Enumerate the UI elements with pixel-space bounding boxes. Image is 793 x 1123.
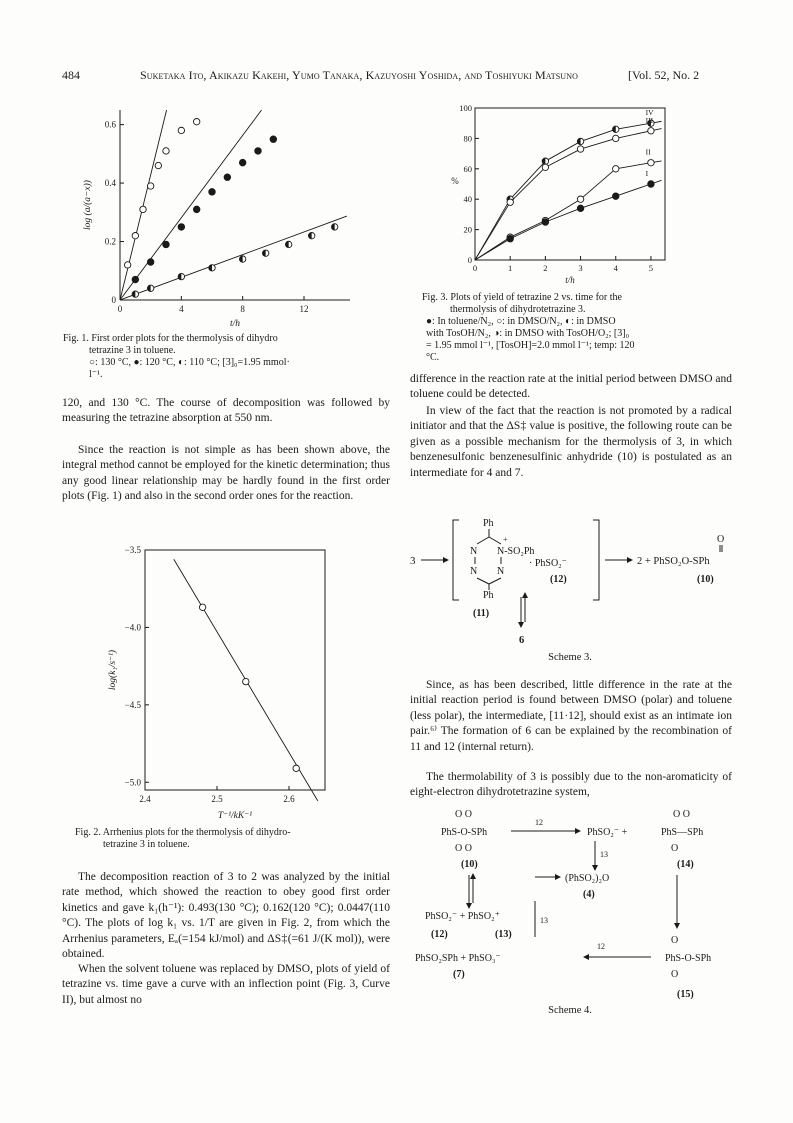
ring-n3: N [470,566,478,577]
fig1-y-tick-label: 0.2 [104,236,116,247]
fig3-curve-I [475,180,661,260]
left-paragraph-2: Since the reaction is not simple as has been shown above, the integral method cannot be employed for the kinetic determination; thus any good linear relationship may be hardly found in the first order plots (Fig. 1) and also in the second order ones for the reaction. [62,444,390,503]
fig1-x-tick-label: 12 [299,304,309,314]
fig3-x-tick-label: 2 [543,263,548,273]
fig1-point [124,262,130,268]
arrow-13-label: 13 [600,850,608,859]
left-paragraph-1: 120, and 130 °C. The course of decomposition was followed by measuring the tetrazine absorption at 550 nm. [62,397,390,425]
figure-2-chart [95,540,335,822]
fig3-curve-II [475,161,661,260]
fig3-point [507,236,513,242]
c7-formula: PhSO₂SPh + PhSO₃⁻ [415,953,501,964]
fig3-x-tick-label: 3 [578,263,583,273]
ring-n4: N [497,566,505,577]
fig2-y-tick-label: −5.0 [124,777,141,788]
fig3-point [613,135,619,141]
running-authors: Suketaka Ito, Akikazu Kakehi, Yumo Tanaka, Kazuyoshi Yoshida, and Toshiyuki Matsuno [140,68,578,82]
scheme3-label-10: (10) [697,574,714,585]
fig3-y-tick-label: 40 [463,194,472,205]
fig3-curve-IV [475,121,661,260]
ring-n2: N-SO₂Ph [497,546,535,557]
fig1-x-tick-label: 0 [117,304,123,314]
ring-n1: N [470,546,478,557]
label-4: (4) [583,889,595,900]
fig3-point [648,160,654,166]
svg-text:O: O [671,843,679,854]
svg-text:O O: O O [455,843,472,854]
fig3-curve-label: III [645,115,654,125]
fig3-point [613,193,619,199]
label-10: (10) [461,859,478,870]
scheme3-label-12: (12) [550,574,567,585]
arrow-13b-label: 13 [540,916,548,925]
fig3-y-tick-label: 100 [459,103,472,113]
fig1-x-tick-label: 4 [179,304,184,314]
fig3-point [577,196,583,202]
scheme-3 [405,512,735,652]
fig1-point [163,148,169,154]
figure-2-caption: Fig. 2. Arrhenius plots for the thermolysis of dihydro- tetrazine 3 in toluene. [75,827,291,850]
figure-1-caption: Fig. 1. First order plots for the thermolysis of dihydro tetrazine 3 in toluene. ○: 130 °C, ●: 120 °C, ◐: 110 °C; [3]₀=1.95 mmol· l⁻¹. [63,333,290,380]
fig3-curve-label: II [645,147,651,157]
fig1-y-tick-label: 0 [111,295,116,305]
fig1-x-tick-label: 8 [240,304,245,314]
c4-formula: (PhSO₂)₂O [565,873,610,884]
c14-oxygens: O O [673,809,690,820]
fig1-point [270,136,276,142]
c15-formula: PhS-O-SPh [665,953,712,964]
fig2-y-tick-label: −3.5 [124,545,141,555]
fig1-point [178,127,184,133]
fig1-point [209,189,215,195]
figure-1-chart [70,100,370,330]
fig2-x-label: T⁻¹/kK⁻¹ [217,811,253,821]
scheme3-reactant: 3 [410,555,416,567]
fig1-point [155,162,161,168]
fig1-point [193,206,199,212]
label-13: (13) [495,929,512,940]
fig1-point [147,183,153,189]
svg-text:O: O [671,935,679,946]
scheme3-product-o: O [717,534,725,545]
fig1-point [132,276,138,282]
scheme3-anion: · PhSO₂⁻ [529,558,567,569]
scheme-4 [415,805,735,1005]
fig2-y-tick-label: −4.0 [124,622,141,633]
fig3-x-tick-label: 5 [648,263,654,273]
fig2-x-tick-label: 2.6 [283,794,295,804]
scheme-4-caption: Scheme 4. [548,1005,592,1016]
left-paragraph-4: When the solvent toluene was replaced by DMSO, plots of yield of tetrazine vs. time gave a curve with an inflection point (Fig. 3, Curve II), but almost no [62,963,390,1006]
ring-top-ph: Ph [483,518,494,529]
fig1-fit-line [120,110,262,300]
fig2-y-label: log(k₁/s⁻¹) [108,649,118,691]
scheme3-label-11: (11) [473,608,490,619]
c10-oxygens: O O [455,809,472,820]
fig3-plot-frame [475,108,665,260]
c15-oxygen: O [671,969,679,980]
fig1-x-label: t/h [229,319,241,329]
fig3-x-tick-label: 4 [613,263,618,273]
fig1-point [140,206,146,212]
fig3-y-tick-label: 80 [463,133,472,144]
page-number: 484 [62,68,80,82]
label-12: (12) [431,929,448,940]
right-paragraph-1: difference in the reaction rate at the initial period between DMSO and toluene could be detected. [410,373,732,401]
figure-3-caption: Fig. 3. Plots of yield of tetrazine 2 vs. time for the thermolysis of dihydrotetrazine 3. ●: In toluene/N₂, ○: in DMSO/N₂, ◐: in DMSO with TosOH/N₂, ◑: in DMSO with TosOH/O₂; [3]₀ = 1.95 mmol l⁻¹, [TosOH]=2.0 mmol l⁻¹; temp: 120 °C. [422,292,635,363]
fig1-point [193,118,199,124]
products-a: PhSO₂⁻ + [587,827,628,838]
fig3-point [648,128,654,134]
fig1-point [239,159,245,165]
arrow-12a-label: 12 [535,818,543,827]
figure-3-chart [445,100,675,288]
fig3-point [542,219,548,225]
label-14: (14) [677,859,694,870]
fig3-y-tick-label: 60 [463,163,472,174]
fig2-x-tick-label: 2.5 [211,794,223,804]
right-paragraph-2: In view of the fact that the reaction is not promoted by a radical initiator and that the ΔS‡ value is positive, the following route can be given as a possible mechanism for the thermolysis of 3, in which benzenesulfonic benzenesulfinic anhydride (10) is postulated as an intermediate for 4 and 7. [410,405,732,479]
fig1-point [147,259,153,265]
fig3-point [613,166,619,172]
fig3-x-tick-label: 0 [472,263,478,273]
fig2-point [243,678,249,684]
fig3-x-label: t/h [565,275,575,285]
fig2-point [199,604,205,610]
fig2-plot-frame [145,550,325,790]
fig3-y-tick-label: 0 [467,255,472,265]
fig1-point [163,241,169,247]
fig2-x-tick-label: 2.4 [139,794,151,804]
fig3-point [648,181,654,187]
c10-formula: PhS-O-SPh [441,827,488,838]
label-15: (15) [677,989,694,1000]
fig1-y-tick-label: 0.6 [104,119,116,130]
scheme3-down-product: 6 [519,635,525,646]
fig3-point [577,205,583,211]
volume-info: [Vol. 52, No. 2 [628,68,700,82]
fig3-y-label: % [451,176,459,186]
fig3-point [507,199,513,205]
ions: PhSO₂⁻ + PhSO₂⁺ [425,911,500,922]
fig1-point [255,148,261,154]
fig3-curve-label: I [645,169,649,178]
c14-formula: PhS—SPh [661,827,704,838]
fig3-curve-label: IV [645,108,654,118]
fig3-x-tick-label: 1 [508,263,513,273]
right-paragraph-4: The thermolability of 3 is possibly due to the non-aromaticity of eight-electron dihydrotetrazine system, [410,771,732,799]
scheme3-product: 2 + PhSO₂O-SPh [637,556,710,567]
fig1-point [224,174,230,180]
fig1-point [178,224,184,230]
left-paragraph-3: The decomposition reaction of 3 to 2 was analyzed by the initial rate method, which showed the reaction to obey good first order kinetics and gave k₁(h⁻¹): 0.493(130 °C); 0.162(120 °C); 0.0447(110 °C). The plots of log k₁ vs. 1/T are given in Fig. 2, from which the Arrhenius parameters, Eₐ(=154 kJ/mol) and ΔS‡(=61 J/(K mol)), were obtained. [62,871,390,961]
fig1-point [132,232,138,238]
ring-bottom-ph: Ph [483,590,494,601]
fig3-point [577,146,583,152]
label-7: (7) [453,969,465,980]
fig3-y-tick-label: 20 [463,224,472,235]
fig1-y-label: log (a/(a−x)) [83,180,93,230]
fig2-point [293,765,299,771]
scheme-3-caption: Scheme 3. [548,652,592,663]
right-paragraph-3: Since, as has been described, little difference in the rate at the initial reaction period is found between DMSO (polar) and toluene (less polar), the intermediate, [11·12], should exist as an intimate ion pair.⁶⁾ The formation of 6 can be explained by the recombination of 11 and 12 (internal return). [410,679,732,753]
fig1-fit-line [120,110,167,300]
svg-text:+: + [503,535,508,544]
fig2-y-tick-label: −4.5 [124,699,141,710]
fig1-y-tick-label: 0.4 [104,178,116,189]
arrow-12b-label: 12 [597,942,605,951]
fig3-point [542,164,548,170]
